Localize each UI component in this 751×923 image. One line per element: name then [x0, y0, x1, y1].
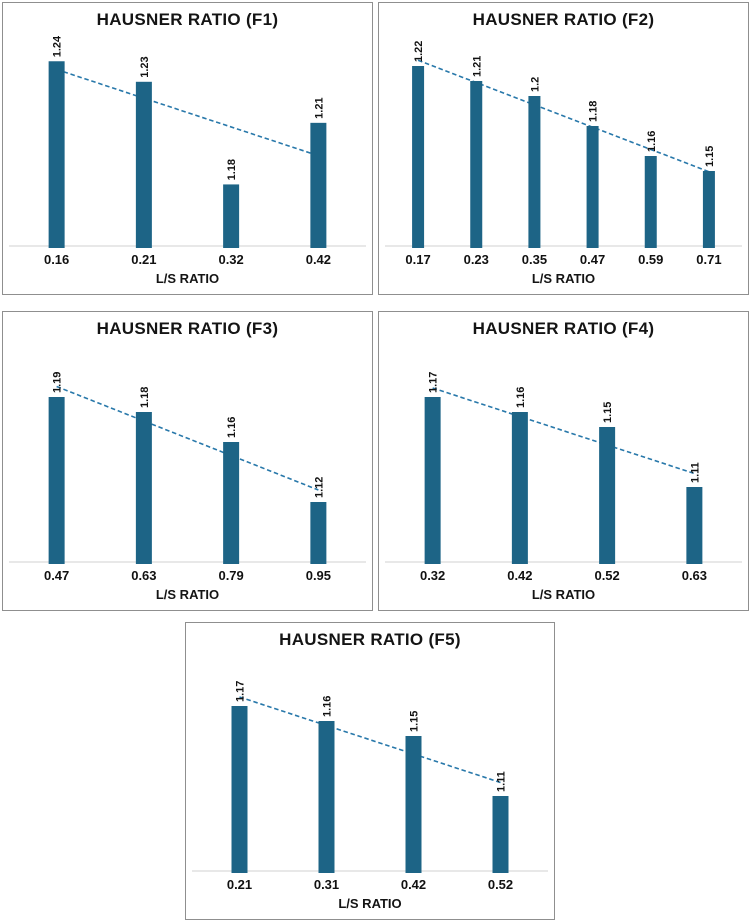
x-tick-label: 0.35: [521, 252, 548, 267]
chart-title: HAUSNER RATIO (F5): [279, 630, 461, 649]
x-axis-title: L/S RATIO: [155, 587, 220, 602]
bar-value-label: 1.15: [703, 145, 716, 167]
bar: [136, 412, 152, 564]
bar: [599, 427, 615, 564]
chart-plot-area: [3, 3, 372, 294]
chart-plot-area: [379, 3, 748, 294]
x-tick-label: 0.32: [218, 252, 244, 267]
bar-value-label: 1.12: [313, 476, 326, 498]
x-tick-label: 0.21: [226, 877, 253, 892]
bar-value-label: 1.21: [313, 97, 326, 119]
bar-value-label: 1.15: [408, 710, 421, 732]
bar: [703, 171, 715, 248]
bar: [425, 397, 441, 564]
bar: [310, 502, 326, 564]
trendline: [57, 387, 319, 491]
bar: [223, 442, 239, 564]
x-axis-title: L/S RATIO: [338, 896, 402, 911]
bar: [686, 487, 702, 564]
bar-value-label: 1.18: [587, 100, 600, 122]
x-tick-label: 0.23: [463, 252, 489, 267]
bar-value-label: 1.24: [51, 35, 64, 58]
bar-value-label: 1.16: [321, 695, 334, 717]
bar-value-label: 1.16: [226, 416, 239, 438]
x-tick-label: 0.42: [305, 252, 332, 267]
bar-value-label: 1.18: [138, 386, 151, 408]
bar-value-label: 1.18: [226, 158, 239, 181]
bar-value-label: 1.22: [413, 40, 426, 62]
bar-value-label: 1.11: [689, 462, 702, 483]
x-tick-label: 0.42: [507, 568, 533, 583]
bar: [645, 156, 657, 248]
bar: [232, 706, 248, 873]
x-tick-label: 0.47: [579, 252, 606, 267]
chart-plot-area: [186, 623, 554, 919]
bar-value-label: 1.21: [471, 55, 484, 77]
x-tick-label: 0.79: [218, 568, 244, 583]
chart-title: HAUSNER RATIO (F3): [96, 319, 279, 338]
chart-title: HAUSNER RATIO (F4): [472, 319, 655, 338]
x-axis-title: L/S RATIO: [531, 587, 596, 602]
bar: [528, 96, 540, 248]
chart-panel-f5: [185, 622, 555, 920]
x-tick-label: 0.63: [131, 568, 157, 583]
bar: [406, 736, 422, 873]
chart-panel-f4: [378, 311, 749, 611]
bar: [49, 61, 65, 248]
bar-value-label: 1.17: [427, 371, 440, 393]
trendline: [57, 69, 319, 155]
x-tick-label: 0.17: [405, 252, 431, 267]
chart-panel-f2: [378, 2, 749, 295]
bar-value-label: 1.16: [514, 386, 527, 408]
bar: [223, 184, 239, 248]
chart-title: HAUSNER RATIO (F2): [472, 10, 655, 29]
chart-panel-f3: [2, 311, 373, 611]
trendline: [240, 697, 501, 783]
bar: [493, 796, 509, 873]
bar: [412, 66, 424, 248]
bar: [136, 82, 152, 248]
bar-value-label: 1.2: [529, 76, 542, 92]
x-tick-label: 0.71: [696, 252, 722, 267]
x-tick-label: 0.21: [131, 252, 157, 267]
bar-value-label: 1.19: [51, 371, 64, 393]
bar: [319, 721, 335, 873]
bar: [49, 397, 65, 564]
x-tick-label: 0.31: [313, 877, 340, 892]
bar-value-label: 1.15: [602, 401, 615, 423]
x-tick-label: 0.63: [681, 568, 708, 583]
x-axis-title: L/S RATIO: [155, 271, 220, 286]
x-tick-label: 0.59: [638, 252, 664, 267]
x-tick-label: 0.47: [43, 568, 70, 583]
x-tick-label: 0.16: [43, 252, 70, 267]
x-tick-label: 0.32: [419, 568, 446, 583]
bar-value-label: 1.17: [234, 680, 247, 702]
chart-plot-area: [379, 312, 748, 610]
bar: [587, 126, 599, 248]
x-tick-label: 0.42: [400, 877, 427, 892]
bar: [512, 412, 528, 564]
bar-value-label: 1.11: [495, 771, 508, 792]
chart-panel-f1: [2, 2, 373, 295]
chart-title: HAUSNER RATIO (F1): [96, 10, 279, 29]
bar: [470, 81, 482, 248]
chart-plot-area: [3, 312, 372, 610]
x-tick-label: 0.52: [594, 568, 620, 583]
trendline: [433, 388, 695, 474]
bar-value-label: 1.16: [645, 130, 658, 152]
x-axis-title: L/S RATIO: [531, 271, 596, 286]
x-tick-label: 0.52: [487, 877, 514, 892]
bar: [310, 123, 326, 248]
bar-value-label: 1.23: [138, 56, 151, 78]
x-tick-label: 0.95: [305, 568, 332, 583]
trendline: [418, 60, 709, 171]
